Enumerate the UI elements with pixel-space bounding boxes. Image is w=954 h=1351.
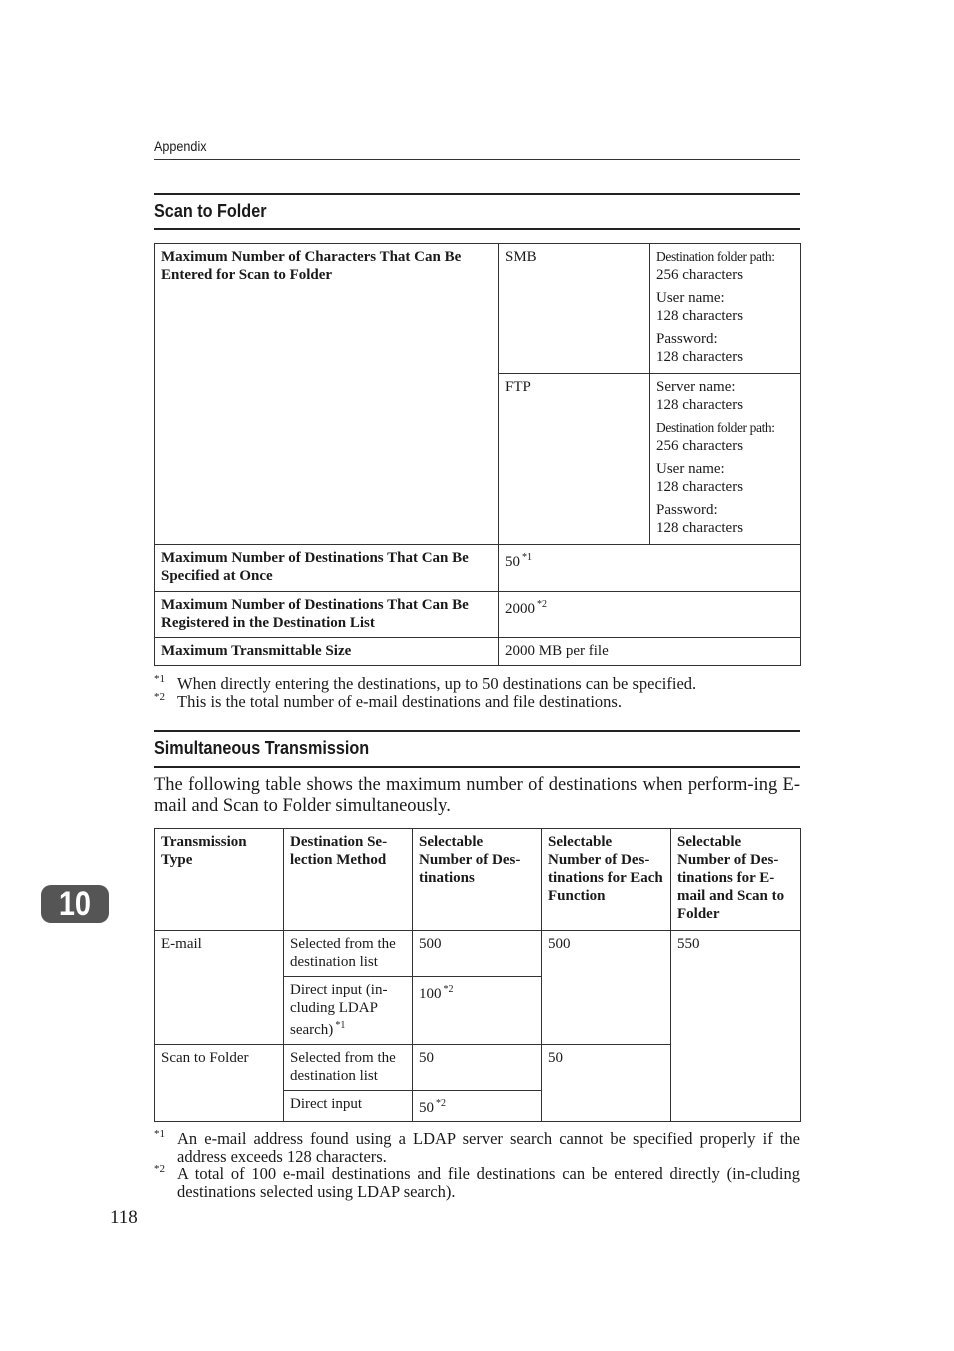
email-num-direct: 100 $^{*2}$	[413, 977, 542, 1045]
page-number: 118	[110, 1207, 138, 1228]
ftp-protocol: FTP	[499, 374, 650, 545]
row-label: Maximum Number of Destinations That Can Be Registered in the Destination List	[155, 592, 499, 638]
row-label: Maximum Transmittable Size	[155, 638, 499, 666]
column-header: Selectable Number of Des-tinations for E-mail and Scan to Folder	[671, 829, 801, 931]
chapter-tab: 10	[41, 885, 109, 923]
table-row	[155, 592, 801, 638]
email-each: 500	[542, 931, 671, 1045]
smb-limits: Destination folder path: 256 characters User name: 128 characters Password: 128 characters	[650, 244, 801, 374]
footnote-ref: *2	[537, 599, 547, 610]
column-header: Transmission Type	[155, 829, 284, 931]
table-row	[155, 638, 801, 666]
simultaneous-table	[154, 828, 801, 1122]
row-value: 2000 $^{*2}$	[499, 592, 801, 638]
row-value: 50 $^{*1}$	[499, 545, 801, 592]
table-row	[155, 545, 801, 592]
email-type: E-mail	[155, 931, 284, 1045]
footnote-ref: *2	[436, 1098, 446, 1109]
table-row	[155, 244, 801, 374]
row-label: Maximum Number of Destinations That Can Be Specified at Once	[155, 545, 499, 592]
ftp-limits: Server name: 128 characters Destination folder path: 256 characters User name: 128 characters Password: 128 characters	[650, 374, 801, 545]
intro-paragraph: The following table shows the maximum number of destinations when perform-ing E-mail and Scan to Folder simultaneously.	[154, 775, 800, 816]
footnote: *1 An e-mail address found using a LDAP server search cannot be specified properly if the address exceeds 128 characters.	[154, 1128, 800, 1166]
footnote-ref: *1	[522, 552, 532, 563]
smb-protocol: SMB	[499, 244, 650, 374]
column-header: Selectable Number of Des-tinations	[413, 829, 542, 931]
row-value: 2000 MB per file	[499, 638, 801, 666]
scan-method-list: Selected from the destination list	[284, 1045, 413, 1091]
footnote-ref: *2	[443, 984, 454, 995]
table-row	[155, 931, 801, 977]
email-method-direct: Direct input (in-cluding LDAP search) $^{*1}$	[284, 977, 413, 1045]
scan-num-list: 50	[413, 1045, 542, 1091]
scan-num-direct: 50 $^{*2}$	[413, 1091, 542, 1122]
email-method-list: Selected from the destination list	[284, 931, 413, 977]
max-chars-label: Maximum Number of Characters That Can Be Entered for Scan to Folder	[155, 244, 499, 545]
footnote-ref: *1	[335, 1020, 346, 1031]
running-header-title: Appendix	[154, 138, 207, 154]
column-header: Selectable Number of Des-tinations for Each Function	[542, 829, 671, 931]
scan-to-folder-footnotes	[154, 675, 800, 710]
running-header	[154, 138, 800, 160]
email-num-list: 500	[413, 931, 542, 977]
footnote: *2 This is the total number of e-mail destinations and file destinations.	[154, 690, 622, 711]
footnote: *2 A total of 100 e-mail destinations and file destinations can be entered directly (in-cluding destinations selected using LDAP search).	[154, 1163, 800, 1201]
scan-to-folder-table	[154, 243, 801, 666]
column-header: Destination Se-lection Method	[284, 829, 413, 931]
simultaneous-footnotes	[154, 1130, 800, 1200]
footnote: *1 When directly entering the destinations, up to 50 destinations can be specified.	[154, 673, 697, 693]
section-title-simultaneous: Simultaneous Transmission	[154, 730, 800, 768]
scan-type: Scan to Folder	[155, 1045, 284, 1122]
scan-each: 50	[542, 1045, 671, 1122]
table-header-row	[155, 829, 801, 931]
scan-method-direct: Direct input	[284, 1091, 413, 1122]
total-selectable: 550	[671, 931, 801, 1122]
section-title-scan-to-folder: Scan to Folder	[154, 193, 800, 230]
